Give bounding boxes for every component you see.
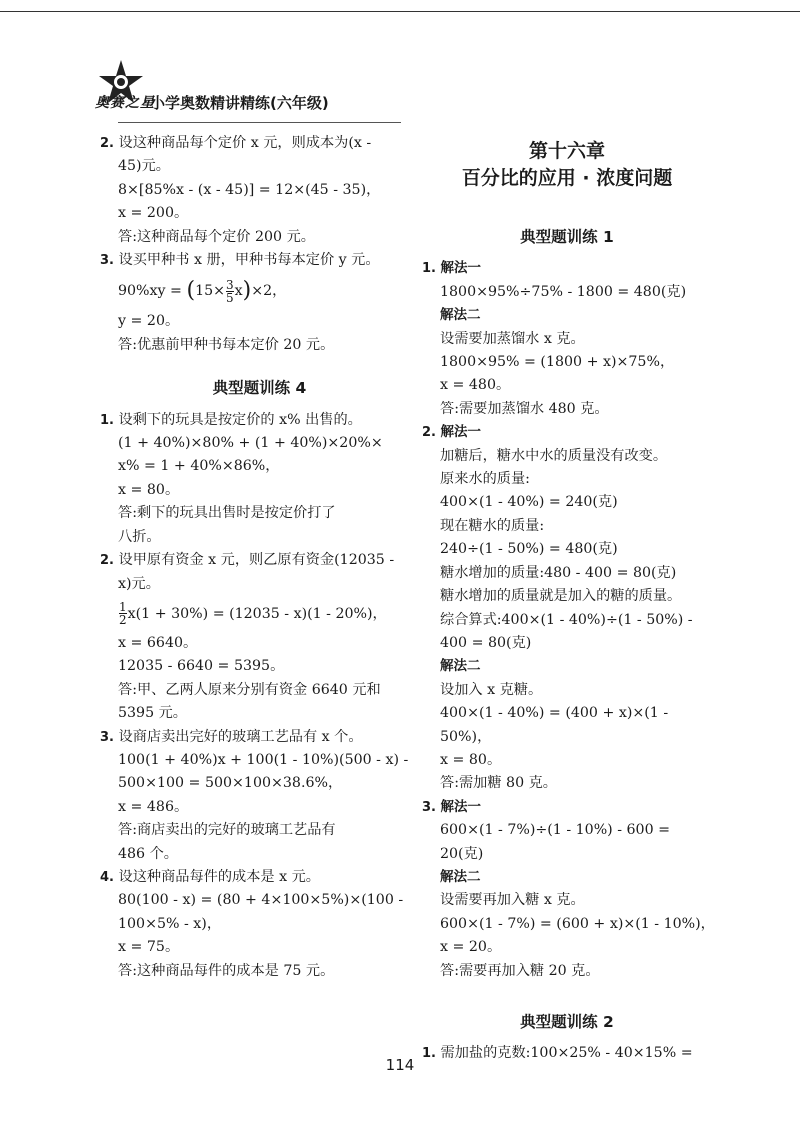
item-number: 4. [100,869,114,885]
text-line: 需加盐的克数:100×25% - 40×15% = [440,1045,693,1062]
equation-line: 600×(1 - 7%) = (600 + x)×(1 - 10%)， [440,915,715,932]
equation-line: 240÷(1 - 50%) = 480(克) [440,541,618,558]
equation-line: 8×[85%x - (x - 45)] = 12×(45 - 35)， [118,181,381,198]
header-rule [118,122,401,123]
item-number: 2. [100,553,114,569]
answer-line: 答:这种商品每件的成本是 75 元。 [118,962,335,979]
equation-line: 1800×95%÷75% - 1800 = 480(克) [440,283,687,300]
item-number: 3. [100,729,114,745]
text-line: 设这种商品每件的成本是 x 元。 [118,868,320,885]
equation-line: 1800×95% = (1800 + x)×75%， [440,354,675,371]
item-number: 1. [422,261,436,277]
equation-line: x = 75。 [118,939,180,956]
equation-line: 400 = 80(克) [440,634,532,651]
text-line: 设加入 x 克糖。 [440,681,543,698]
eq-part: x(1 + 30%) = (12035 - x)(1 - 20%)， [127,605,387,622]
text-line: 设买甲种书 x 册，甲种书每本定价 y 元。 [118,252,380,269]
equation-line: x = 20。 [440,939,502,956]
answer-line: 答:商店卖出的完好的玻璃工艺品有 [118,822,336,839]
right-column [422,132,715,1066]
answer-line: 答:需加糖 80 克。 [440,775,557,792]
training1-q1 [422,257,712,421]
chapter-title: 百分比的应用 · 浓度问题 [461,167,673,189]
top-border-line [0,11,800,12]
text-line: 设这种商品每个定价 x 元，则成本为(x - [118,135,372,151]
text-line: 设需要再加入糖 x 克。 [440,892,585,909]
equation-line: 100(1 + 40%)x + 100(1 - 10%)(500 - x) - [118,751,409,768]
answer-line: 八折。 [118,528,161,545]
fraction-numerator: 3 [226,277,234,292]
equation-line: 400×(1 - 40%) = 240(克) [440,494,618,511]
fraction-denominator: 5 [226,290,234,305]
training4-q2 [100,549,401,725]
fraction [119,601,127,626]
item-number: 3. [100,253,114,269]
item-number: 1. [100,412,114,428]
eq-part: 90%xy = [118,283,187,300]
eq-part: ×2， [251,283,287,300]
text-line: 原来水的质量: [440,471,530,488]
text-line: 45)元。 [118,158,170,175]
training4-q4 [100,866,404,983]
text-line: 设商店卖出完好的玻璃工艺品有 x 个。 [118,728,363,745]
answer-line: 答:需要加蒸馏水 480 克。 [440,400,609,417]
answer-line: 答:需要再加入糖 20 克。 [440,962,600,979]
answer-line: 答:这种商品每个定价 200 元。 [118,228,315,245]
equation-line: x = 480。 [440,377,511,394]
training4-q1 [100,409,401,549]
text-line: 设甲原有资金 x 元，则乙原有资金(12035 - [118,552,395,569]
left-column [100,132,409,983]
equation-line: x = 80。 [118,481,180,498]
chapter-number: 第十六章 [528,140,605,162]
fraction-numerator: 1 [119,600,127,615]
text-line: 设剩下的玩具是按定价的 x% 出售的。 [118,411,362,428]
text-line: x)元。 [118,575,160,592]
equation-line: 80(100 - x) = (80 + 4×100×5%)×(100 - [118,892,404,909]
equation-line: 20(克) [440,845,484,862]
answer-line: 答:优惠前甲种书每本定价 20 元。 [118,336,335,353]
method-label: 解法二 [440,307,481,324]
equation-line: 糖水增加的质量:480 - 400 = 80(克) [440,564,677,581]
answer-line: 486 个。 [118,845,178,862]
book-title: 小学奥数精讲精练(六年级) [150,94,329,112]
item-number: 2. [422,425,436,441]
text-line: 糖水增加的质量就是加入的糖的质量。 [440,588,682,605]
training1-q3 [422,796,715,983]
item-number: 2. [100,136,114,151]
method-label: 解法二 [440,658,481,675]
fraction-denominator: 2 [119,613,127,628]
problem-3 [100,249,401,357]
equation-line: x = 200。 [118,205,189,222]
page-number: 114 [385,1056,415,1074]
equation-line: 12035 - 6640 = 5395。 [118,658,285,675]
brand-name: 奥赛之星 [95,95,155,111]
equation-line: 500×100 = 500×100×38.6%， [118,775,343,792]
method-label: 解法二 [440,868,481,885]
equation-line: x = 486。 [118,798,189,815]
training4-q3 [100,726,409,866]
equation-line: x% = 1 + 40%×86%， [118,458,280,475]
section-heading: 典型题训练 4 [212,379,307,398]
section-heading: 典型题训练 1 [520,228,614,246]
equation-line: y = 20。 [118,313,180,330]
text-line: 加糖后，糖水中水的质量没有改变。 [440,447,668,464]
answer-line: 答:甲、乙两人原来分别有资金 6640 元和 [118,681,381,698]
fraction-equation [118,596,401,632]
answer-line: 答:剩下的玩具出售时是按定价打了 [118,505,336,522]
eq-part: 15× [195,283,226,300]
text-line: 设需要加蒸馏水 x 克。 [440,330,585,347]
section-heading: 典型题训练 2 [520,1013,614,1031]
equation-line: 100×5% - x)， [118,915,222,932]
fraction [226,279,234,304]
training1-q2 [422,421,712,796]
equation-line: x = 80。 [440,751,502,768]
method-label: 解法一 [440,424,481,441]
item-number: 1. [422,1046,436,1062]
eq-part: x [234,283,243,300]
equation-line: x = 6640。 [118,634,198,651]
text-line: 现在糖水的质量: [440,517,545,534]
item-number: 3. [422,799,436,815]
equation-line: 综合算式:400×(1 - 40%)÷(1 - 50%) - [440,611,693,628]
equation-line: 600×(1 - 7%)÷(1 - 10%) - 600 = [440,822,671,839]
fraction-equation: 90%xy = (15× $\frac{3}{5}$ x)×2， [118,277,287,305]
answer-line: 5395 元。 [118,705,187,722]
problem-2 [100,132,401,249]
equation-line: (1 + 40%)×80% + (1 + 40%)×20%× [118,435,383,452]
equation-line: 50%)， [440,728,492,745]
method-label: 解法一 [440,798,481,815]
method-label: 解法一 [440,260,481,277]
equation-line: 400×(1 - 40%) = (400 + x)×(1 - [440,705,669,722]
